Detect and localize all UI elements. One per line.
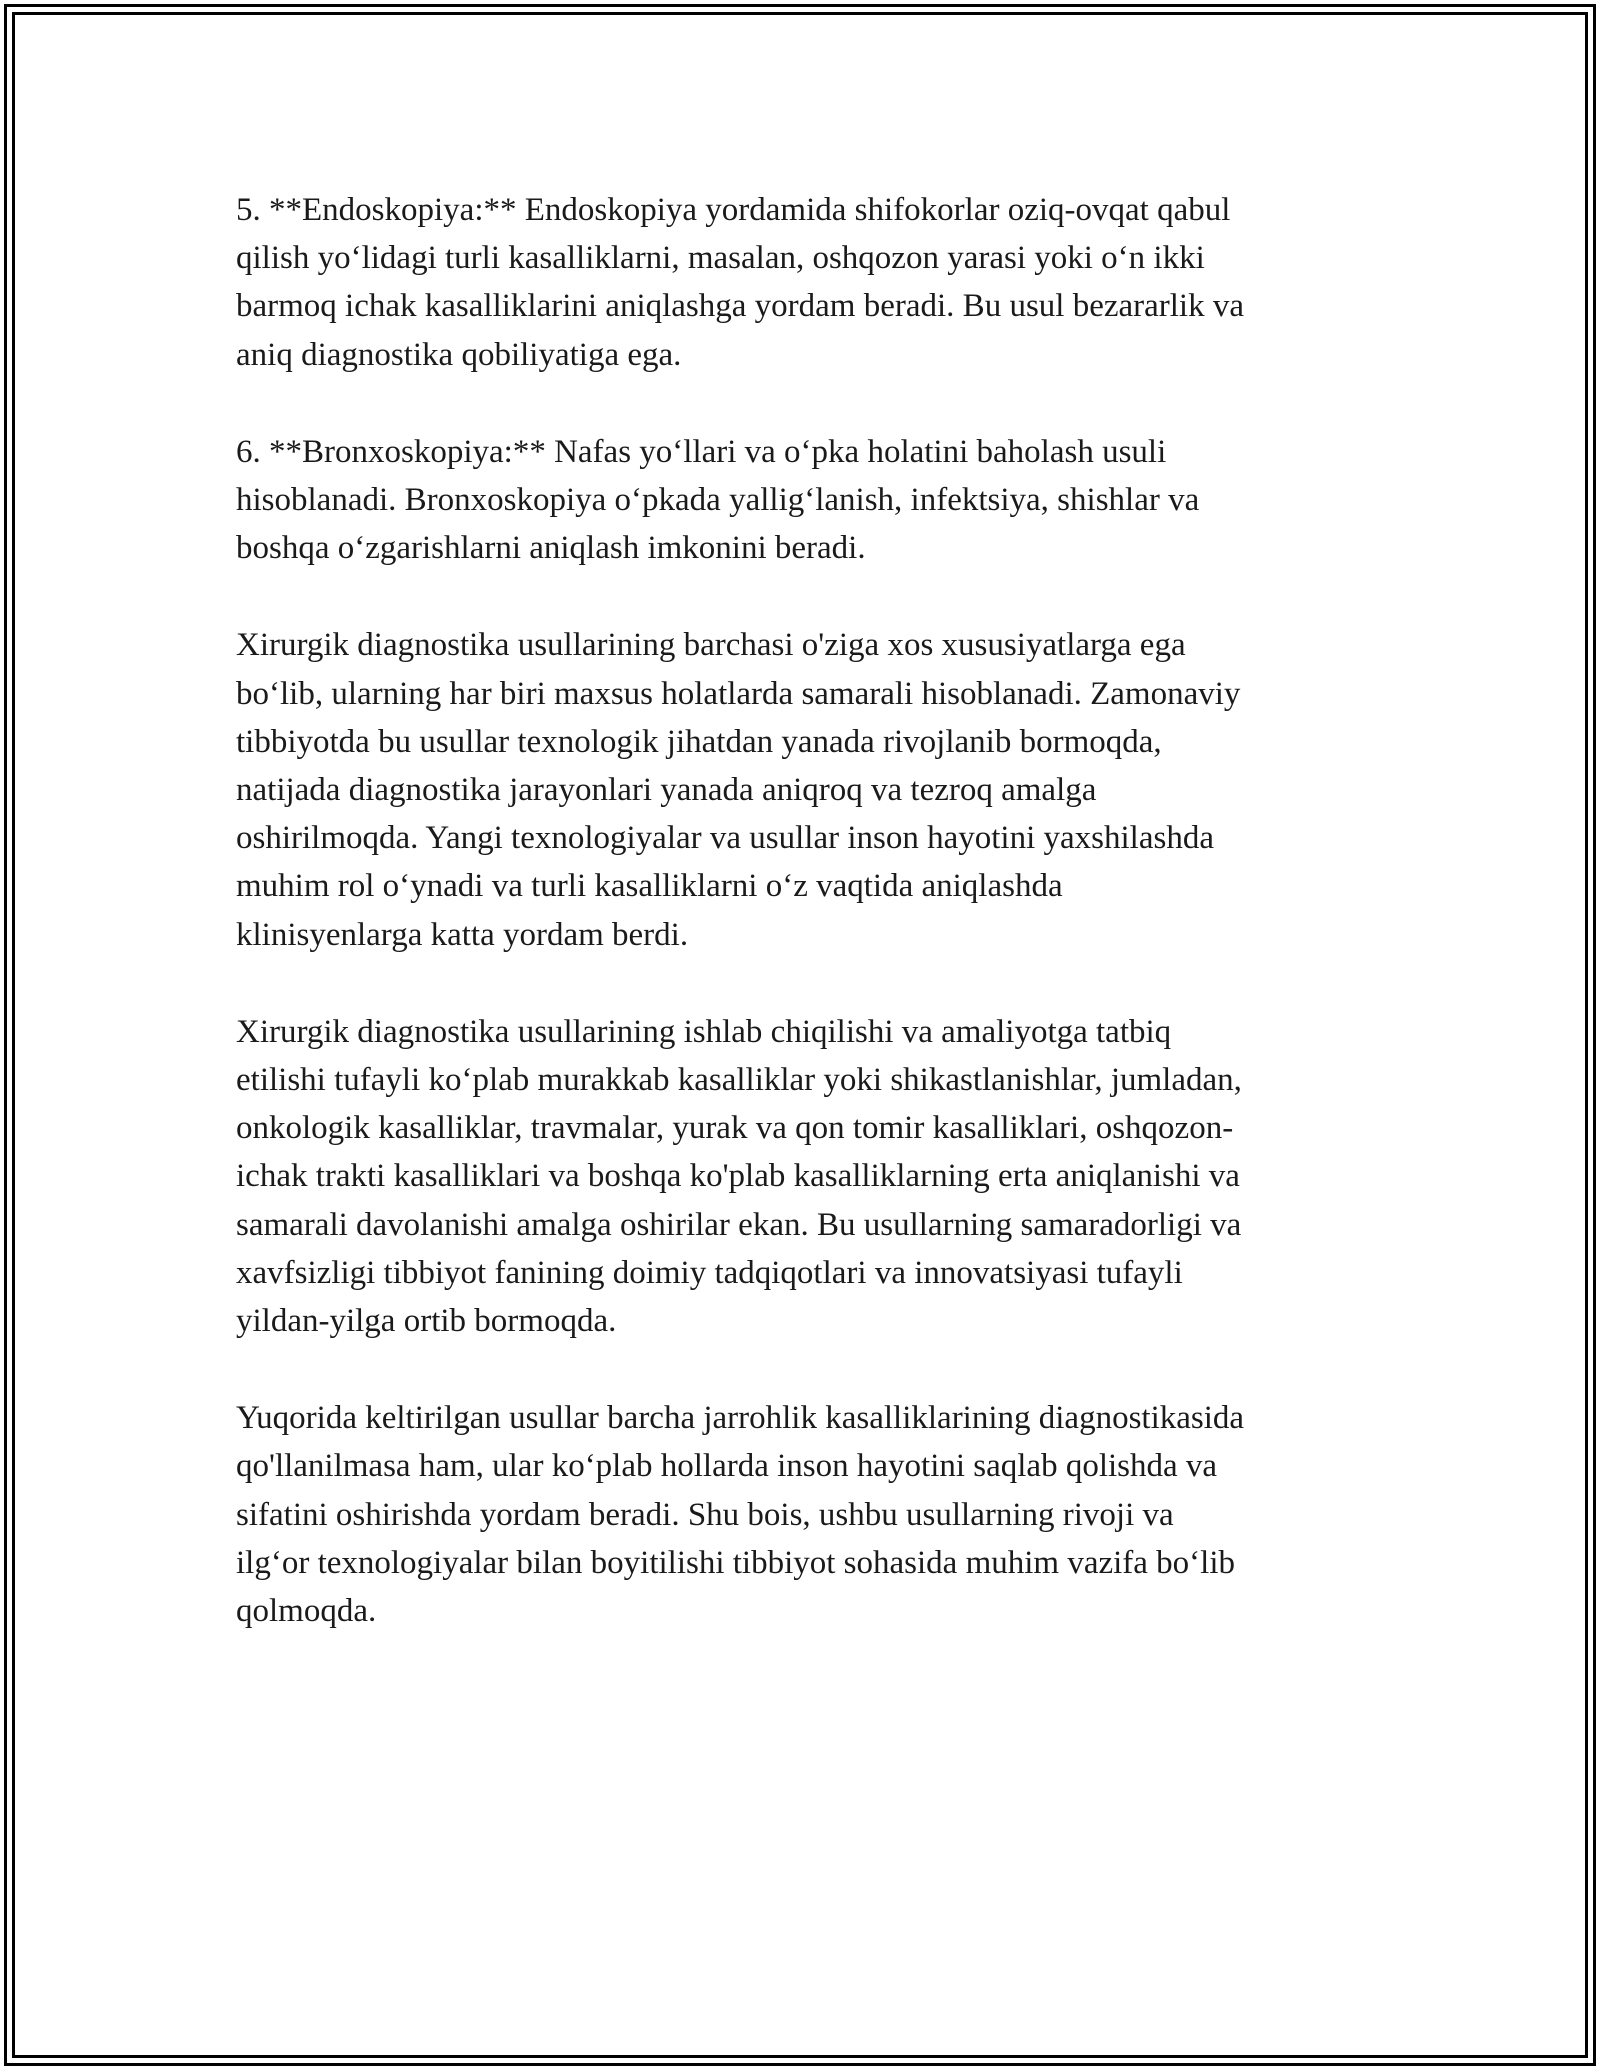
paragraph-conclusion bbox=[236, 1394, 1366, 1635]
text-line: sifatini oshirishda yordam beradi. Shu bois, ushbu usullarning rivoji va bbox=[236, 1496, 1174, 1533]
text-line: qilish yo‘lidagi turli kasalliklarni, masalan, oshqozon yarasi yoki o‘n ikki bbox=[236, 240, 1205, 277]
text-line: yildan-yilga ortib bormoqda. bbox=[236, 1303, 617, 1340]
text-line: ichak trakti kasalliklari va boshqa ko'plab kasalliklarning erta aniqlanishi va bbox=[236, 1158, 1240, 1195]
text-line: aniq diagnostika qobiliyatiga ega. bbox=[236, 336, 682, 373]
paragraph-bronxoskopiya bbox=[236, 428, 1366, 573]
text-line: bo‘lib, ularning har biri maxsus holatlarda samarali hisoblanadi. Zamonaviy bbox=[236, 675, 1241, 712]
paragraph-endoskopiya bbox=[236, 186, 1366, 379]
text-line: Xirurgik diagnostika usullarining barchasi o'ziga xos xususiyatlarga ega bbox=[236, 627, 1186, 664]
text-line: xavfsizligi tibbiyot fanining doimiy tadqiqotlari va innovatsiyasi tufayli bbox=[236, 1254, 1183, 1291]
text-line: 6. **Bronxoskopiya:** Nafas yo‘llari va o‘pka holatini baholash usuli bbox=[236, 433, 1167, 470]
text-line: 5. **Endoskopiya:** Endoskopiya yordamida shifokorlar oziq-ovqat qabul bbox=[236, 192, 1231, 228]
text-line: Xirurgik diagnostika usullarining ishlab chiqilishi va amaliyotga tatbiq bbox=[236, 1013, 1172, 1050]
text-line: samarali davolanishi amalga oshirilar ekan. Bu usullarning samaradorligi va bbox=[236, 1206, 1242, 1243]
paragraph-development bbox=[236, 1008, 1366, 1345]
document-body bbox=[236, 186, 1366, 1684]
text-line: natijada diagnostika jarayonlari yanada aniqroq va tezroq amalga bbox=[236, 772, 1097, 809]
text-line: oshirilmoqda. Yangi texnologiyalar va usullar inson hayotini yaxshilashda bbox=[236, 820, 1214, 857]
text-line: etilishi tufayli ko‘plab murakkab kasalliklar yoki shikastlanishlar, jumladan, bbox=[236, 1062, 1242, 1099]
text-line: onkologik kasalliklar, travmalar, yurak va qon tomir kasalliklari, oshqozon- bbox=[236, 1110, 1234, 1147]
text-line: qo'llanilmasa ham, ular ko‘plab hollarda inson hayotini saqlab qolishda va bbox=[236, 1448, 1218, 1485]
text-line: klinisyenlarga katta yordam berdi. bbox=[236, 916, 689, 953]
paragraph-summary bbox=[236, 621, 1366, 958]
text-line: muhim rol o‘ynadi va turli kasalliklarni o‘z vaqtida aniqlashda bbox=[236, 868, 1063, 905]
text-line: qolmoqda. bbox=[236, 1593, 377, 1630]
text-line: hisoblanadi. Bronxoskopiya o‘pkada yallig‘lanish, infektsiya, shishlar va bbox=[236, 482, 1200, 519]
text-line: barmoq ichak kasalliklarini aniqlashga yordam beradi. Bu usul bezararlik va bbox=[236, 288, 1244, 325]
text-line: ilg‘or texnologiyalar bilan boyitilishi tibbiyot sohasida muhim vazifa bo‘lib bbox=[236, 1544, 1236, 1581]
text-line: Yuqorida keltirilgan usullar barcha jarrohlik kasalliklarining diagnostikasida bbox=[236, 1400, 1245, 1437]
text-line: boshqa o‘zgarishlarni aniqlash imkonini beradi. bbox=[236, 530, 866, 567]
text-line: tibbiyotda bu usullar texnologik jihatdan yanada rivojlanib bormoqda, bbox=[236, 723, 1162, 760]
